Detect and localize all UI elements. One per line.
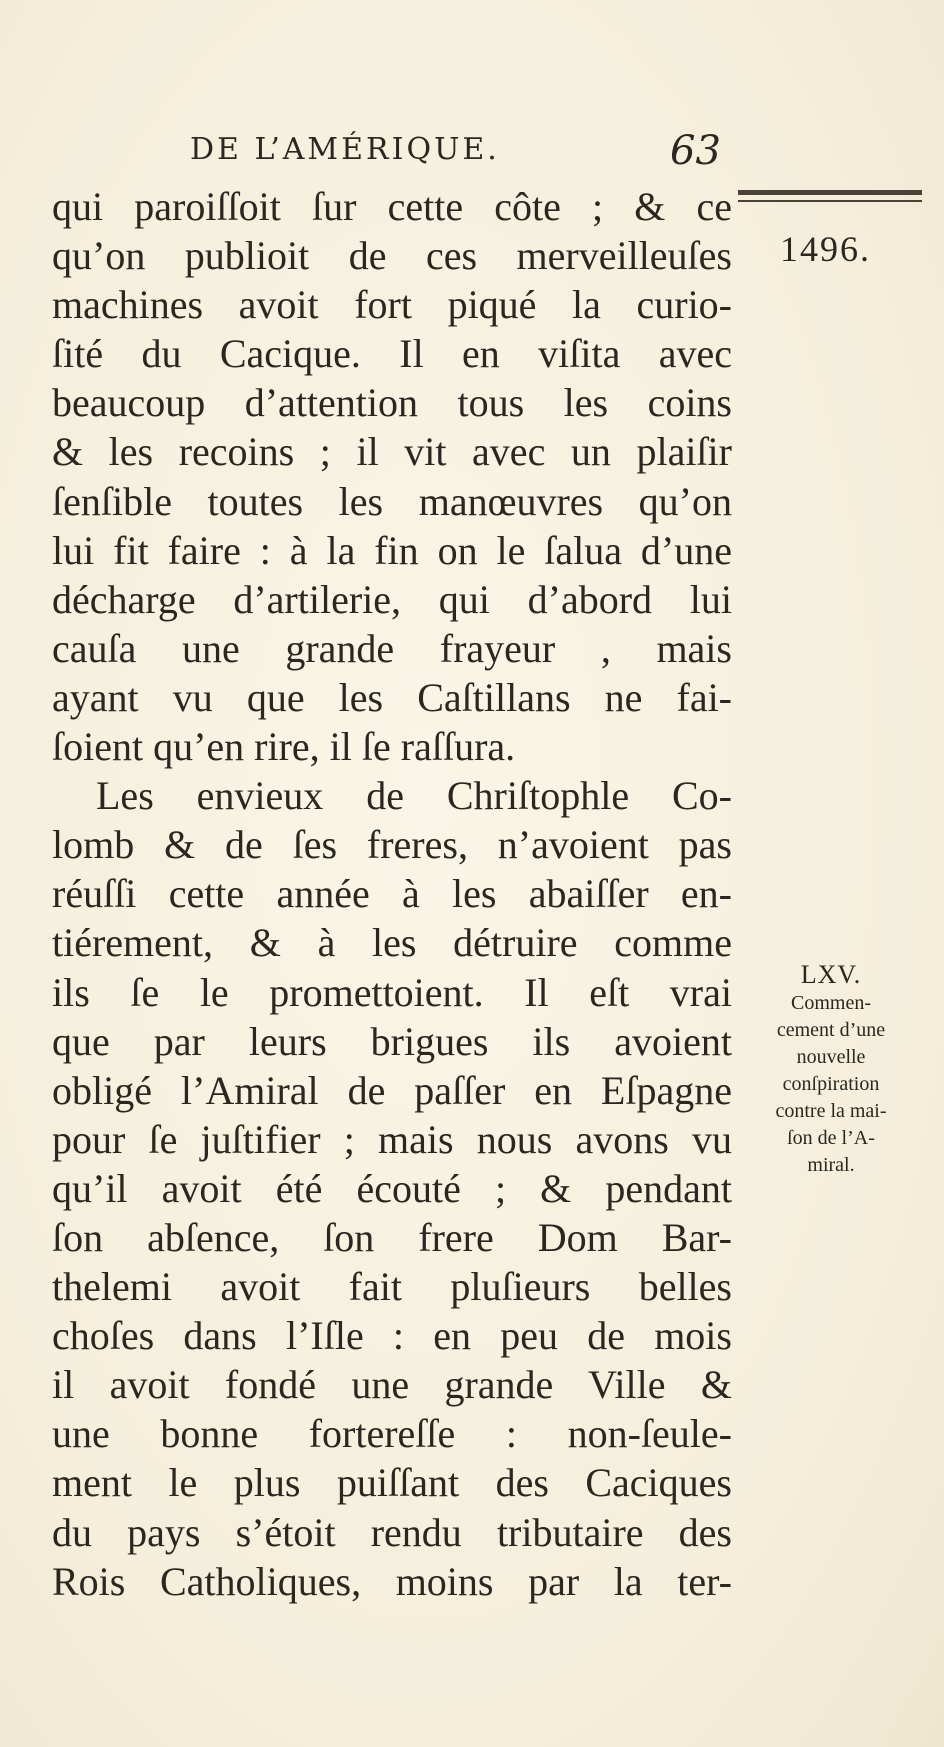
text-line: qu’il avoit été écouté ; & pendant <box>52 1165 732 1211</box>
margin-rule <box>738 190 922 202</box>
text-line: tiérement, & à les détruire comme <box>52 920 732 966</box>
text-line: ſenſible toutes les manœuvres qu’on <box>52 478 732 524</box>
margin-note-line: contre la mai- <box>775 1100 887 1122</box>
text-line: lui fit faire : à la fin on le ſalua d’une <box>52 527 732 573</box>
margin-note-number: LXV. <box>800 960 862 989</box>
text-line: ment le plus puiſſant des Caciques <box>52 1460 732 1506</box>
body-text <box>52 182 732 1606</box>
text-line: qui paroiſſoit ſur cette côte ; & ce <box>52 184 732 229</box>
text-line: beaucoup d’attention tous les coins <box>52 380 732 426</box>
text-line: choſes dans l’Iſle : en peu de mois <box>52 1313 732 1359</box>
text-line: ſité du Cacique. Il en viſita avec <box>52 331 732 377</box>
text-line: cauſa une grande frayeur , mais <box>52 625 732 671</box>
margin-note-line: cement d’une <box>776 1019 886 1041</box>
page-number: 63 <box>670 128 721 174</box>
text-line: ils ſe le promettoient. Il eſt vrai <box>52 969 732 1015</box>
margin-note-line: ſon de l’A- <box>787 1127 875 1149</box>
text-line: ſoient qu’en rire, il ſe raſſura. <box>52 724 516 770</box>
text-line: pour ſe juſtifier ; mais nous avons vu <box>52 1116 732 1162</box>
text-line: lomb & de ſes freres, n’avoient pas <box>52 822 732 868</box>
text-line: Rois Catholiques, moins par la ter- <box>52 1558 732 1604</box>
text-line: machines avoit fort piqué la curio- <box>52 282 732 328</box>
running-title: DE L’AMÉRIQUE. <box>190 132 500 167</box>
text-line: que par leurs brigues ils avoient <box>52 1018 732 1064</box>
margin-note-line: Commen- <box>791 992 871 1014</box>
text-line: réuſſi cette année à les abaiſſer en- <box>52 871 732 917</box>
margin-note <box>736 960 926 1179</box>
text-line: & les recoins ; il vit avec un plaiſir <box>52 429 732 475</box>
margin-note-line: miral. <box>807 1154 855 1176</box>
margin-note-line: nouvelle <box>796 1046 866 1068</box>
text-line: ſon abſence, ſon frere Dom Bar- <box>52 1214 732 1260</box>
text-line: une bonne fortereſſe : non-ſeule- <box>52 1411 732 1457</box>
text-line: ayant vu que les Caſtillans ne fai- <box>52 674 732 720</box>
text-line: Les envieux de Chriſtophle Co- <box>96 773 732 819</box>
margin-note-line: conſpiration <box>782 1073 880 1095</box>
text-line: décharge d’artilerie, qui d’abord lui <box>52 576 732 622</box>
text-line: il avoit fondé une grande Ville & <box>52 1362 732 1408</box>
running-head <box>190 128 730 174</box>
text-line: obligé l’Amiral de paſſer en Eſpagne <box>52 1067 732 1113</box>
margin-year: 1496. <box>780 229 871 269</box>
text-line: qu’on publioit de ces merveilleuſes <box>52 233 732 279</box>
text-line: du pays s’étoit rendu tributaire des <box>52 1509 732 1555</box>
text-line: thelemi avoit fait pluſieurs belles <box>52 1264 732 1310</box>
